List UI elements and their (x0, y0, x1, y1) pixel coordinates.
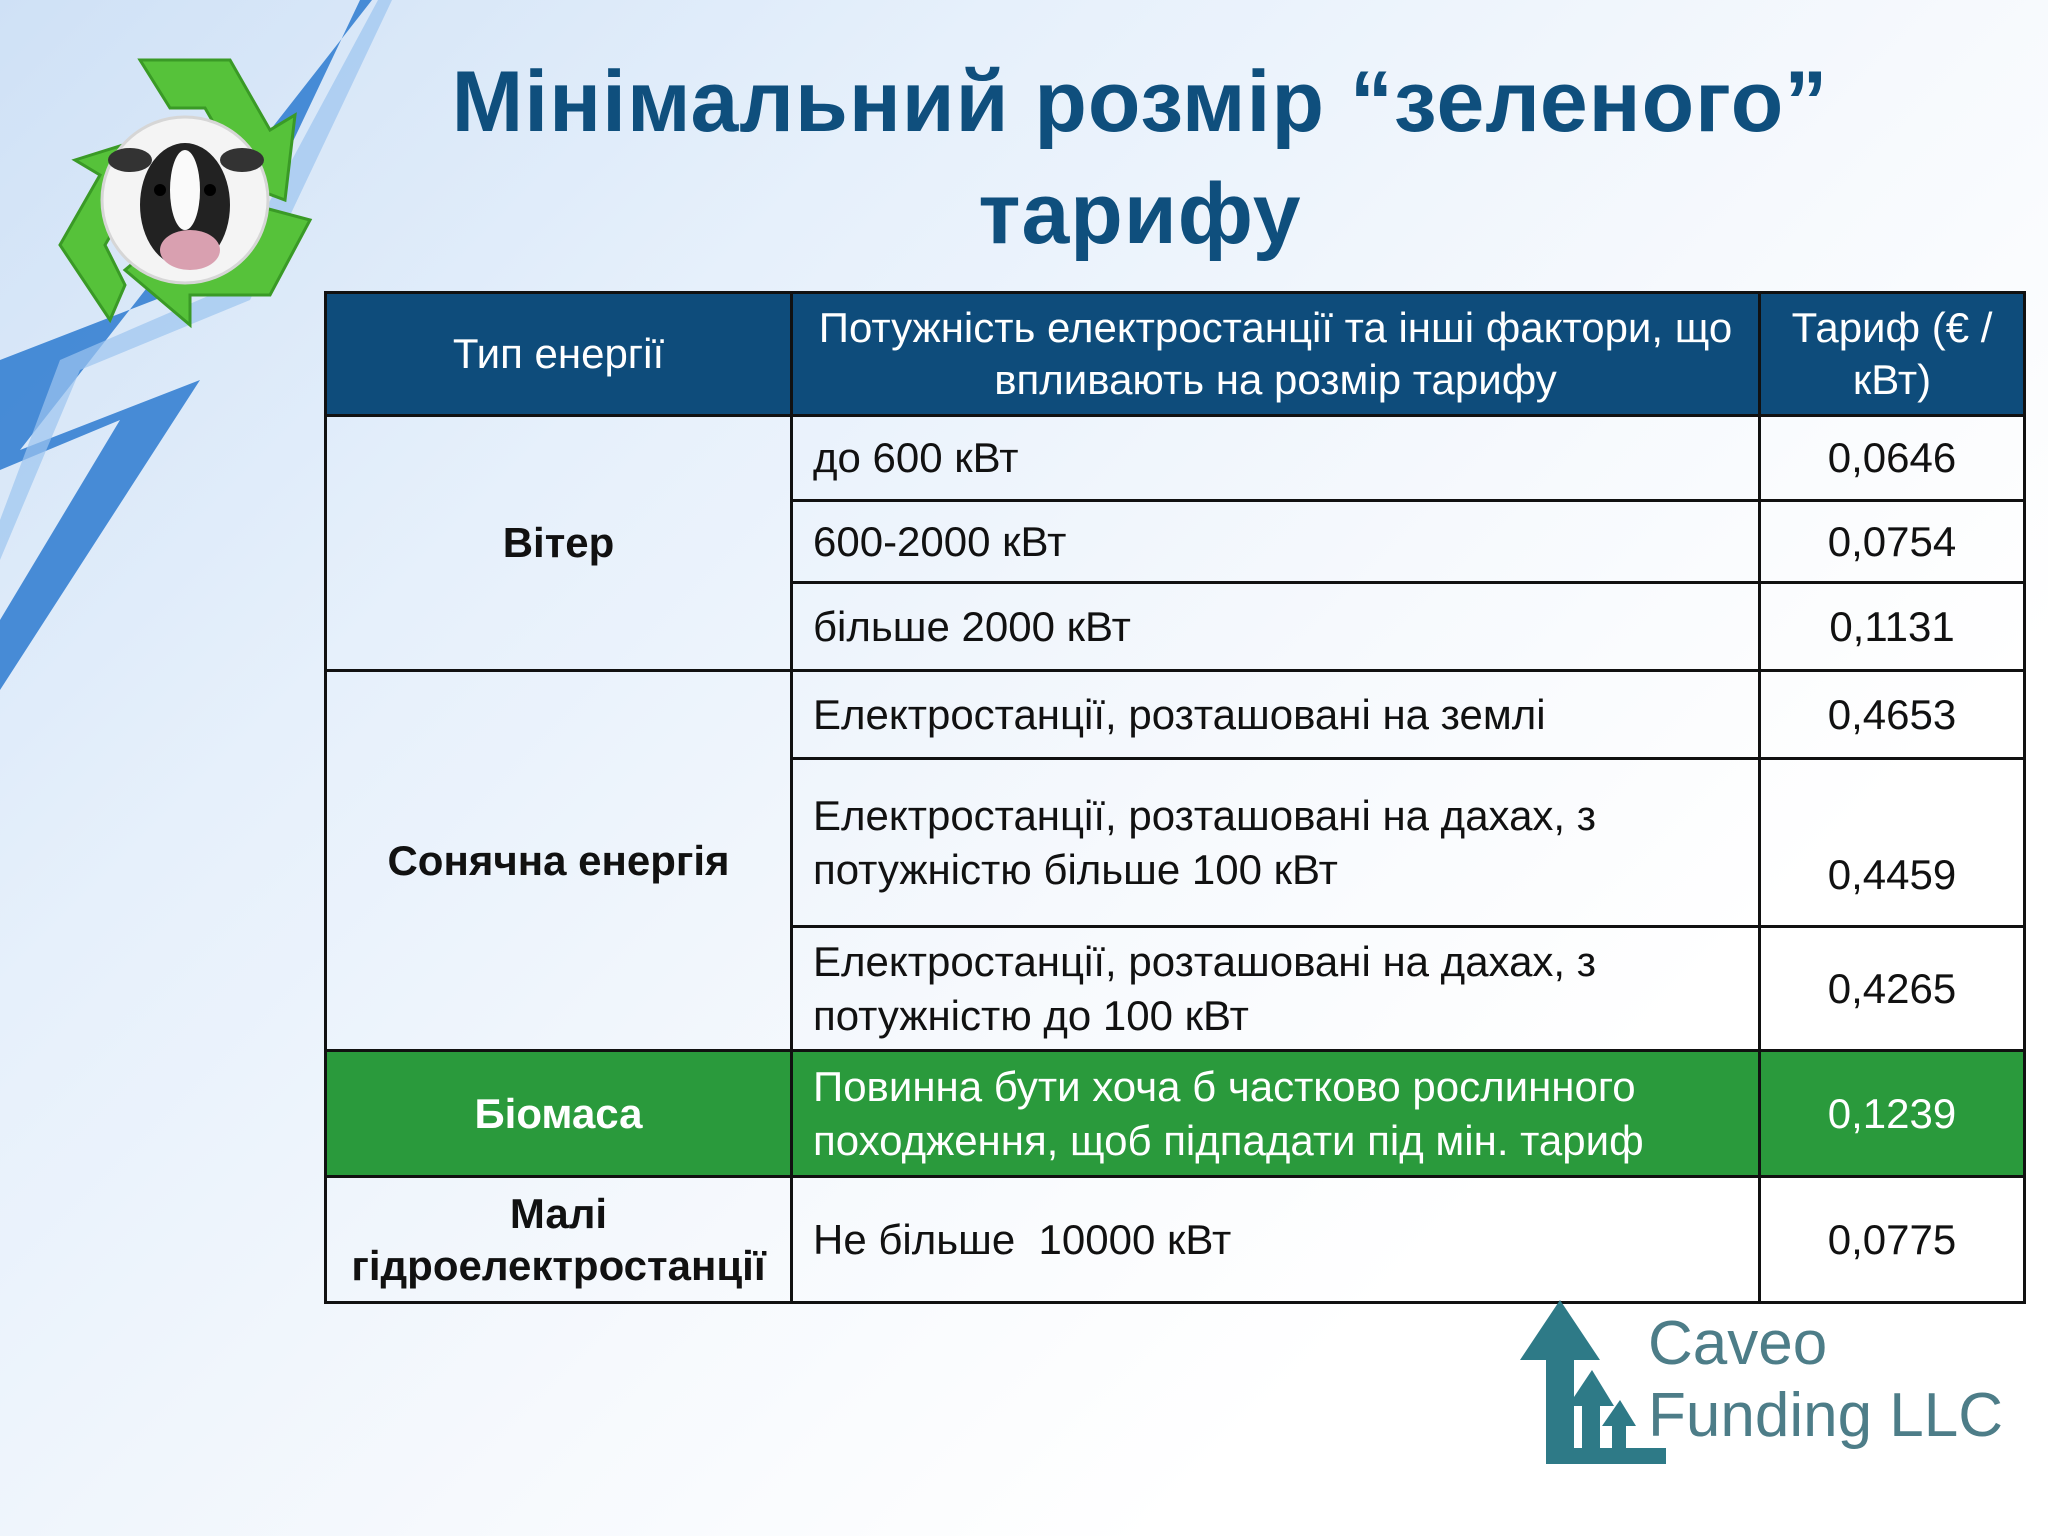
tariff-cell: 0,4265 (1760, 927, 2025, 1051)
energy-type-cell: Сонячна енергія (326, 671, 792, 1051)
energy-type-cell: Біомаса (326, 1051, 792, 1177)
recycle-icon (20, 40, 350, 370)
energy-type-cell: Малі гідроелектростанції (326, 1177, 792, 1303)
tariff-cell: 0,1239 (1760, 1051, 2025, 1177)
slide-title (360, 46, 1920, 270)
factor-cell: 600-2000 кВт (792, 501, 1760, 583)
factor-cell: більше 2000 кВт (792, 583, 1760, 671)
logo-line1: Caveo (1648, 1309, 1828, 1378)
logo-line2: Funding LLC (1648, 1381, 2004, 1450)
tariff-cell: 0,0646 (1760, 416, 2025, 501)
factor-cell: Електростанції, розташовані на дахах, з потужністю більше 100 кВт (792, 759, 1760, 927)
factor-cell: Електростанції, розташовані на дахах, з потужністю до 100 кВт (792, 927, 1760, 1051)
table-row (326, 1177, 2025, 1303)
tariff-table (324, 291, 2026, 1304)
energy-type-cell: Вітер (326, 416, 792, 671)
tariff-cell: 0,1131 (1760, 583, 2025, 671)
factor-cell: Не більше 10000 кВт (792, 1177, 1760, 1303)
factor-cell: Повинна бути хоча б частково рослинного походження, щоб підпадати під мін. тариф (792, 1051, 1760, 1177)
header-energy-type: Тип енергії (326, 293, 792, 416)
header-tariff-line2: кВт) (1852, 356, 1932, 403)
factor-cell: до 600 кВт (792, 416, 1760, 501)
company-logo-text (1648, 1308, 2003, 1452)
table-row (326, 416, 2025, 501)
table-row (326, 671, 2025, 759)
tariff-cell: 0,0754 (1760, 501, 2025, 583)
tariff-cell: 0,4459 (1760, 759, 2025, 927)
title-line-1: Мінімальний розмір “зеленого” (451, 54, 1829, 150)
factor-cell: Електростанції, розташовані на землі (792, 671, 1760, 759)
header-tariff (1760, 293, 2025, 416)
tariff-cell: 0,4653 (1760, 671, 2025, 759)
header-factors: Потужність електростанції та інші фактори, що впливають на розмір тарифу (792, 293, 1760, 416)
table-header-row (326, 293, 2025, 416)
header-tariff-line1: Тариф (€ / (1791, 304, 1993, 351)
title-line-2: тарифу (978, 166, 1302, 262)
tariff-cell: 0,0775 (1760, 1177, 2025, 1303)
table-row-biomass (326, 1051, 2025, 1177)
